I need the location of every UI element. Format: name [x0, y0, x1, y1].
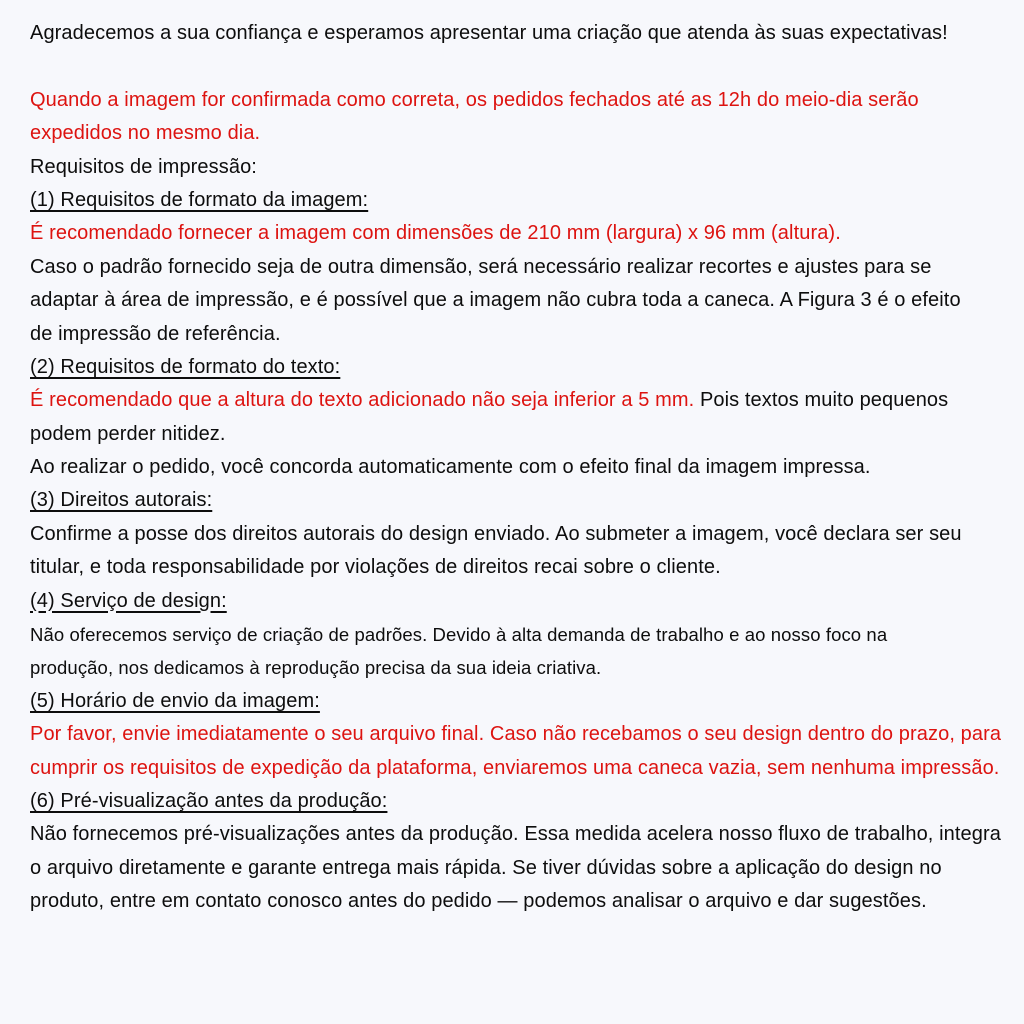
text-segment: o arquivo diretamente e garante entrega mais rápida. Se tiver dúvidas sobre a aplicação do design no — [30, 856, 942, 879]
section-heading-text: (3) Direitos autorais: — [30, 489, 213, 512]
section-5-heading — [30, 685, 998, 718]
text-segment: expedidos no mesmo dia. — [30, 122, 261, 145]
section-1-recommendation — [30, 217, 998, 250]
section-1-body — [30, 318, 998, 351]
section-1-heading — [30, 184, 998, 217]
section-5-body — [30, 752, 998, 785]
text-segment: Caso o padrão fornecido seja de outra dimensão, será necessário realizar recortes e ajustes para se — [30, 255, 932, 278]
text-segment: de impressão de referência. — [30, 322, 281, 345]
section-3-body — [30, 518, 998, 551]
shipping-notice — [30, 117, 998, 150]
intro-paragraph — [30, 17, 998, 50]
text-segment: produção, nos dedicamos à reprodução precisa da sua ideia criativa. — [30, 657, 602, 679]
section-5-body — [30, 718, 1002, 751]
section-4-heading — [30, 585, 998, 618]
section-heading-text: (4) Serviço de design: — [30, 589, 227, 612]
section-3-body — [30, 551, 998, 584]
section-1-body — [30, 251, 998, 284]
text-segment: Quando a imagem for confirmada como correta, os pedidos fechados até as 12h do meio-dia serão — [30, 88, 919, 111]
section-6-heading — [30, 785, 998, 818]
shipping-notice — [30, 84, 998, 117]
text-segment: adaptar à área de impressão, e é possível que a imagem não cubra toda a caneca. A Figura 3 é o efeito — [30, 289, 961, 312]
section-6-body — [30, 852, 998, 885]
text-segment: Agradecemos a sua confiança e esperamos apresentar uma criação que atenda às suas expectativas! — [30, 22, 948, 44]
text-segment: Não fornecemos pré-visualizações antes da produção. Essa medida acelera nosso fluxo de trabalho, integra — [30, 823, 1001, 846]
section-2-body — [30, 384, 998, 417]
text-segment: Pois textos muito pequenos — [694, 389, 949, 412]
section-4-body — [30, 651, 998, 684]
print-requirements-label — [30, 151, 998, 184]
section-heading-text: (1) Requisitos de formato da imagem: — [30, 188, 369, 211]
section-heading-text: (2) Requisitos de formato do texto: — [30, 355, 341, 378]
blank-line — [30, 50, 998, 83]
text-segment: podem perder nitidez. — [30, 422, 226, 445]
text-segment: Por favor, envie imediatamente o seu arquivo final. Caso não recebamos o seu design dentro do prazo, para — [30, 723, 1002, 746]
section-6-body — [30, 818, 1001, 851]
text-segment: Ao realizar o pedido, você concorda automaticamente com o efeito final da imagem impressa. — [30, 456, 871, 479]
text-segment: Requisitos de impressão: — [30, 155, 257, 178]
section-4-body — [30, 618, 998, 651]
order-agreement — [30, 451, 998, 484]
section-2-heading — [30, 351, 998, 384]
section-6-body — [30, 885, 998, 918]
section-2-body — [30, 418, 998, 451]
text-segment: É recomendado fornecer a imagem com dimensões de 210 mm (largura) x 96 mm (altura). — [30, 222, 841, 245]
text-segment: cumprir os requisitos de expedição da plataforma, enviaremos uma caneca vazia, sem nenhuma impressão. — [30, 756, 1000, 779]
section-3-heading — [30, 484, 998, 517]
text-segment: produto, entre em contato conosco antes do pedido — podemos analisar o arquivo e dar sugestões. — [30, 890, 927, 913]
section-heading-text: (6) Pré-visualização antes da produção: — [30, 789, 388, 812]
text-segment: titular, e toda responsabilidade por violações de direitos recai sobre o cliente. — [30, 556, 721, 579]
text-segment: Confirme a posse dos direitos autorais do design enviado. Ao submeter a imagem, você declara ser seu — [30, 522, 962, 545]
text-segment: É recomendado que a altura do texto adicionado não seja inferior a 5 mm. — [30, 389, 695, 412]
text-segment: Não oferecemos serviço de criação de padrões. Devido à alta demanda de trabalho e ao nosso foco na — [30, 624, 888, 646]
section-1-body — [30, 284, 998, 317]
section-heading-text: (5) Horário de envio da imagem: — [30, 689, 320, 712]
